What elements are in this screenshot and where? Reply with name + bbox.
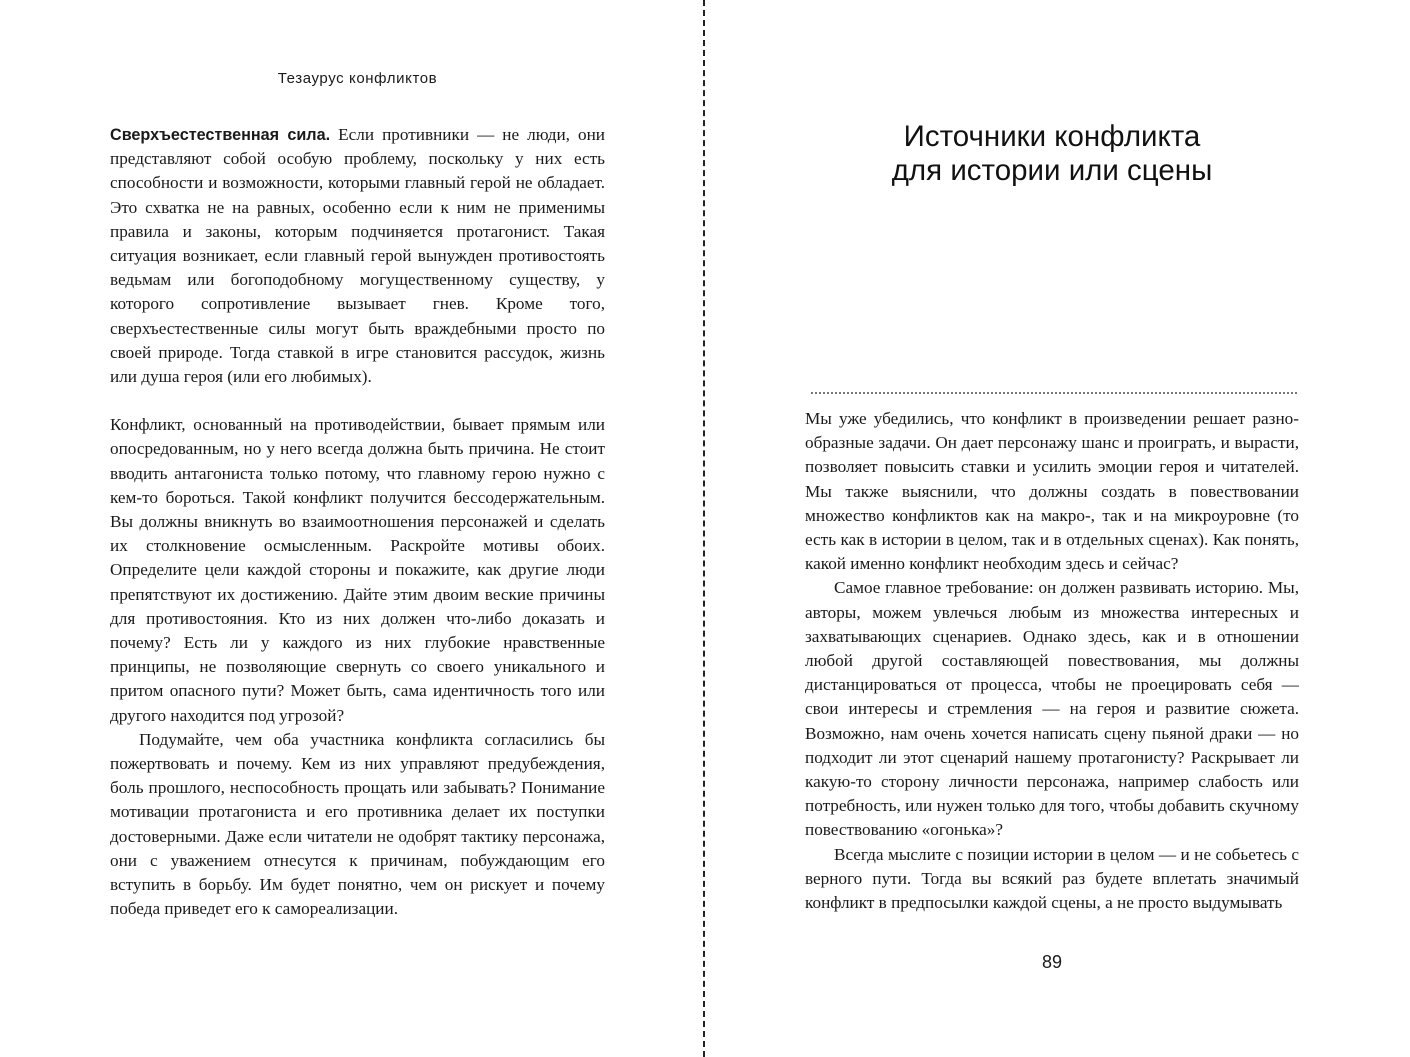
paragraph-lines: Самое главное требование: он должен развивать историю. Мы, авторы, можем увлечься любым из множества интересных и захватывающих сценариев. Однако здесь, как и в отношении любой другой составляющей повествования, мы должны дистанцироваться от процесса, чтобы не проецировать себя — свои интересы и стремления — на героя и развитие сюжета. Возможно, нам очень хочется написать сцену пьяной драки — но подходит ли этот сценарий нашему протагонисту? Раскрывает ли какую-то сторону личности персонажа, например слабость или потребность, или нужен только для того, чтобы добавить скучному повествованию «огонька»? <box>805 578 1299 840</box>
right-body-text <box>805 407 1299 915</box>
term-heading: Сверхъестественная сила. <box>110 126 331 144</box>
paragraph-lines: Если противники — не люди, они представляют собой особую проблему, поскольку у них есть способности и возможности, которыми главный герой не обладает. Это схватка не на равных, особенно если к ним не применимы правила и законы, которым подчиняется протагонист. Такая ситуация возникает, если главный герой вынужден противостоять ведьмам или богоподобному могущественному существу, у которого сопротивление вызывает гнев. Кроме того, сверхъестественные силы могут быть враждебными просто по своей природе. Тогда ставкой в игре становится рассудок, жизнь или душа героя (или его любимых). <box>110 125 606 387</box>
paragraph-lines: Подумайте, чем оба участника конфликта согласились бы пожертвовать и почему. Кем из них управляют предубеждения, боль прошлого, неспособность прощать или забывать? Понимание мотивации протагониста и его противника делает их поступки достоверными. Даже если читатели не одобрят тактику персонажа, они с уважением отнесутся к причинам, побуждающим его вступить в борьбу. Им будет понятно, чем он рискует и почему победа приведет его к самореализации. <box>110 729 605 919</box>
dotted-divider <box>811 392 1297 394</box>
chapter-title-line-2: для истории или сцены <box>891 154 1213 187</box>
paragraph-supernatural-force <box>110 123 605 389</box>
paragraph-whole-story <box>805 843 1299 916</box>
right-page <box>705 0 1410 1057</box>
left-body-text <box>110 123 605 922</box>
chapter-title <box>805 120 1299 188</box>
paragraph-main-requirement <box>805 576 1299 842</box>
paragraph-lines: Всегда мыслите с позиции истории в целом — и не собьетесь с верного пути. Тогда вы всякий раз будете вплетать значимый конфликт в предпосылки каждой сцены, а не просто выдумывать <box>805 844 1299 913</box>
page-number: 89 <box>1041 952 1063 972</box>
running-head: Тезаурус конфликтов <box>277 70 438 87</box>
left-page <box>0 0 703 1057</box>
paragraph-motivation <box>110 728 605 922</box>
chapter-title-line-1: Источники конфликта <box>903 120 1201 153</box>
paragraph-conflict-tasks <box>805 407 1299 576</box>
paragraph-lines: Мы уже убедились, что конфликт в произведении решает разнообразные задачи. Он дает персонажу шанс и проиграть, и вырасти, позволяет повысить ставки и усилить эмоции героя и читателей. Мы также выяснили, что должны создать в повествовании множество конфликтов как на макро-, так и на микроуровне (то есть как в истории в целом, так и в отдельных сценах). Как понять, какой именно конфликт необходим здесь и сейчас? <box>805 409 1299 574</box>
paragraph-conflict-cause <box>110 413 605 728</box>
paragraph-lines: Конфликт, основанный на противодействии, бывает прямым или опосредованным, но у него всегда должна быть причина. Не стоит вводить антагониста только потому, что главному герою нужно с кем-то бороться. Такой конфликт получится бессодержательным. Вы должны вникнуть во взаимоотношения персонажей и сделать их столкновение осмысленным. Раскройте мотивы обоих. Определите цели каждой стороны и покажите, как другие люди препятствуют их достижению. Дайте этим двоим веские причины для противостояния. Кто из них должен что-либо доказать и почему? Есть ли у каждого из них глубокие нравственные принципы, не позволяющие свернуть со своего уникального и притом опасного пути? Может быть, сама идентичность того или другого находится под угрозой? <box>110 415 605 725</box>
